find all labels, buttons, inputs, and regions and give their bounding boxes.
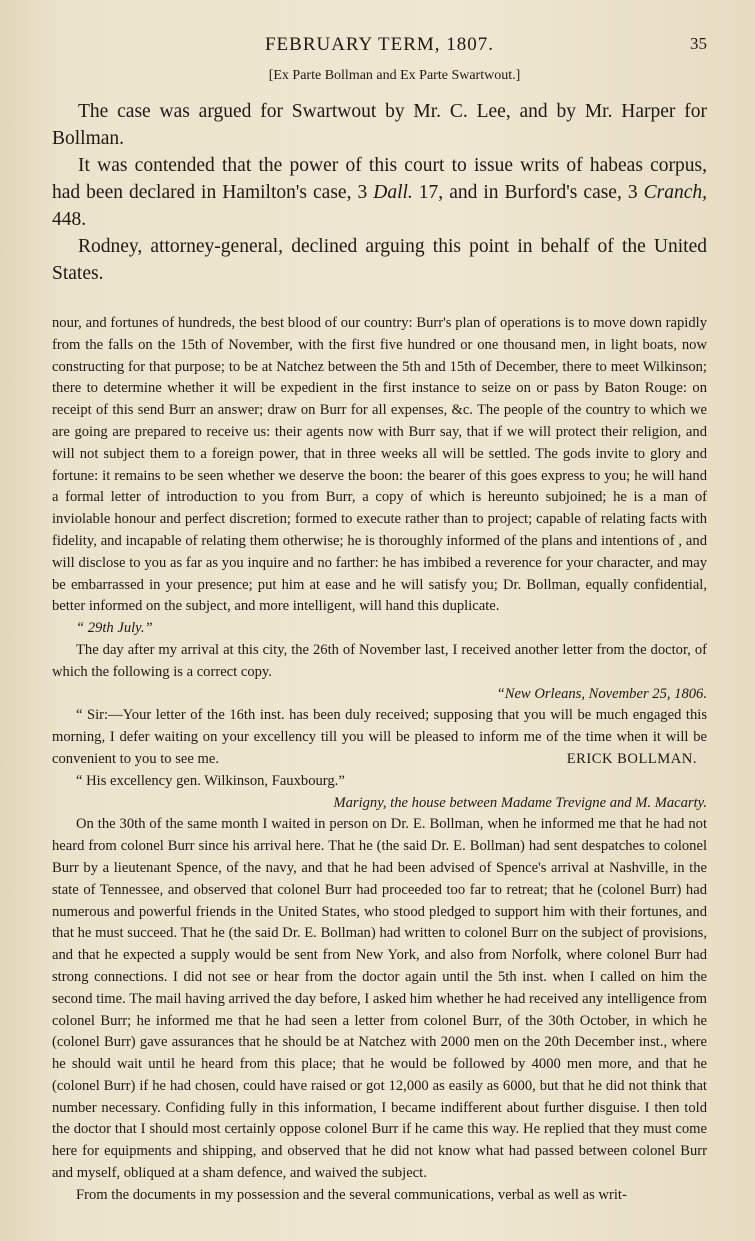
letter-body: “ Sir:—Your letter of the 16th inst. has been duly received; supposing that you will be much engaged this morning, I defer waiting on your excellency till you will be pleased to inform me of the time when it will be convenient to you to see me. — [52, 707, 707, 767]
argument-section — [52, 98, 707, 287]
cases-note: [Ex Parte Bollman and Ex Parte Swartwout.] — [268, 68, 521, 83]
letter-place: Marigny, the house between Madame Trevigne and M. Macarty. — [333, 794, 707, 811]
letter-paragraph-4: On the 30th of the same month I waited in person on Dr. E. Bollman, when he informed me that he had not heard from colonel Burr since his arrival here. That he (the said Dr. E. Bollman) had sent despatches to colonel Burr by a lieutenant Spence, of the navy, and that he had been advised of Spence's arrival at Nashville, in the state of Tennessee, and observed that colonel Burr had proceeded too far to retreat; that he (colonel Burr) had numerous and powerful friends in the United States, who stood pledged to support him with their fortunes, and that he must succeed. That he (the said Dr. E. Bollman) had written to colonel Burr on the subject of provisions, and that he expected a supply would be sent from New York, and also from Norfolk, where colonel Burr had strong connections. I did not see or hear from the doctor again until the 5th inst. when I called on him the second time. The mail having arrived the day before, I asked him whether he had received any intelligence from colonel Burr; he informed me that he had seen a letter from colonel Burr, of the 30th October, in which he (colonel Burr) gave assurances that he should be at Natchez with 2000 men on the 20th December inst., where he should wait until he heard from this place; that he would be followed by 4000 men more, and that he (colonel Burr) if he had chosen, could have raised or got 12,000 as easily as 6000, but that he did not think that number necessary. Confiding fully in this information, I became indifferent about further disguise. I then told the doctor that I should most certainly oppose colonel Burr if he came this way. He replied that they must come here for equipments and shipping, and observed that he did not know what had passed between colonel Burr and myself, obliqued at a sham defence, and waived the subject. — [52, 816, 707, 1182]
letter-dateline: “New Orleans, November 25, 1806. — [496, 685, 707, 702]
letter-paragraph-3 — [52, 705, 707, 770]
argument-paragraph-3: Rodney, attorney-general, declined arguing this point in behalf of the United States. — [52, 236, 707, 284]
argument-paragraph-1: The case was argued for Swartwout by Mr. C. Lee, and by Mr. Harper for Bollman. — [52, 101, 707, 149]
argument-text: 17, and in Burford's case, 3 — [412, 182, 644, 203]
page-header — [52, 34, 707, 64]
letter-date: “ 29th July.” — [76, 620, 153, 637]
citation-cranch: Cranch, — [643, 182, 707, 203]
letter-paragraph-5: From the documents in my possession and the several communications, verbal as well as writ- — [76, 1186, 627, 1203]
section-gap — [52, 287, 707, 313]
letter-paragraph-2: The day after my arrival at this city, the 26th of November last, I received another letter from the doctor, of which the following is a correct copy. — [52, 641, 707, 680]
argument-text: It was contended that the power of this court to issue writs of habeas corpus, had been declared in Hamilton's case, 3 — [52, 155, 707, 203]
argument-paragraph-2 — [52, 152, 707, 233]
letter-signature: ERICK BOLLMAN. — [566, 750, 697, 767]
citation-dall: Dall. — [373, 182, 413, 203]
letter-section — [52, 313, 707, 1207]
letter-paragraph-1: nour, and fortunes of hundreds, the best blood of our country: Burr's plan of operations is to move down rapidly from the falls on the 15th of November, with the first five hundred or one thousand men, in light boats, now constructing for that purpose; to be at Natchez between the 5th and 15th of December, there to meet Wilkinson; there to determine whether it will be expedient in the first instance to seize on or pass by Baton Rouge: on receipt of this send Burr an answer; draw on Burr for all expenses, &c. The people of the country to which we are going are prepared to receive us: their agents now with Burr say, that if we will protect their religion, and will not subject them to a foreign power, that in three weeks all will be settled. The gods invite to glory and fortune: it remains to be seen whether we deserve the boon: the bearer of this goes express to you; he will hand a formal letter of introduction to you from Burr, a copy of which is hereunto subjoined; he is a man of inviolable honour and perfect discretion; formed to execute rather than to project; capable of relating facts with fidelity, and incapable of relating them otherwise; he is thoroughly informed of the plans and intentions of , and will disclose to you as far as you inquire and no farther: he has imbibed a reverence for your character, and may be embarrassed in your presence; put him at ease and he will satisfy you; Dr. Bollman, equally confidential, better informed on the subject, and more intelligent, will hand this duplicate. — [52, 315, 707, 615]
page-number: 35 — [690, 34, 707, 53]
argument-text: 448. — [52, 209, 87, 230]
letter-addressee: “ His excellency gen. Wilkinson, Fauxbourg.” — [76, 772, 345, 789]
running-title: FEBRUARY TERM, 1807. — [264, 34, 495, 55]
